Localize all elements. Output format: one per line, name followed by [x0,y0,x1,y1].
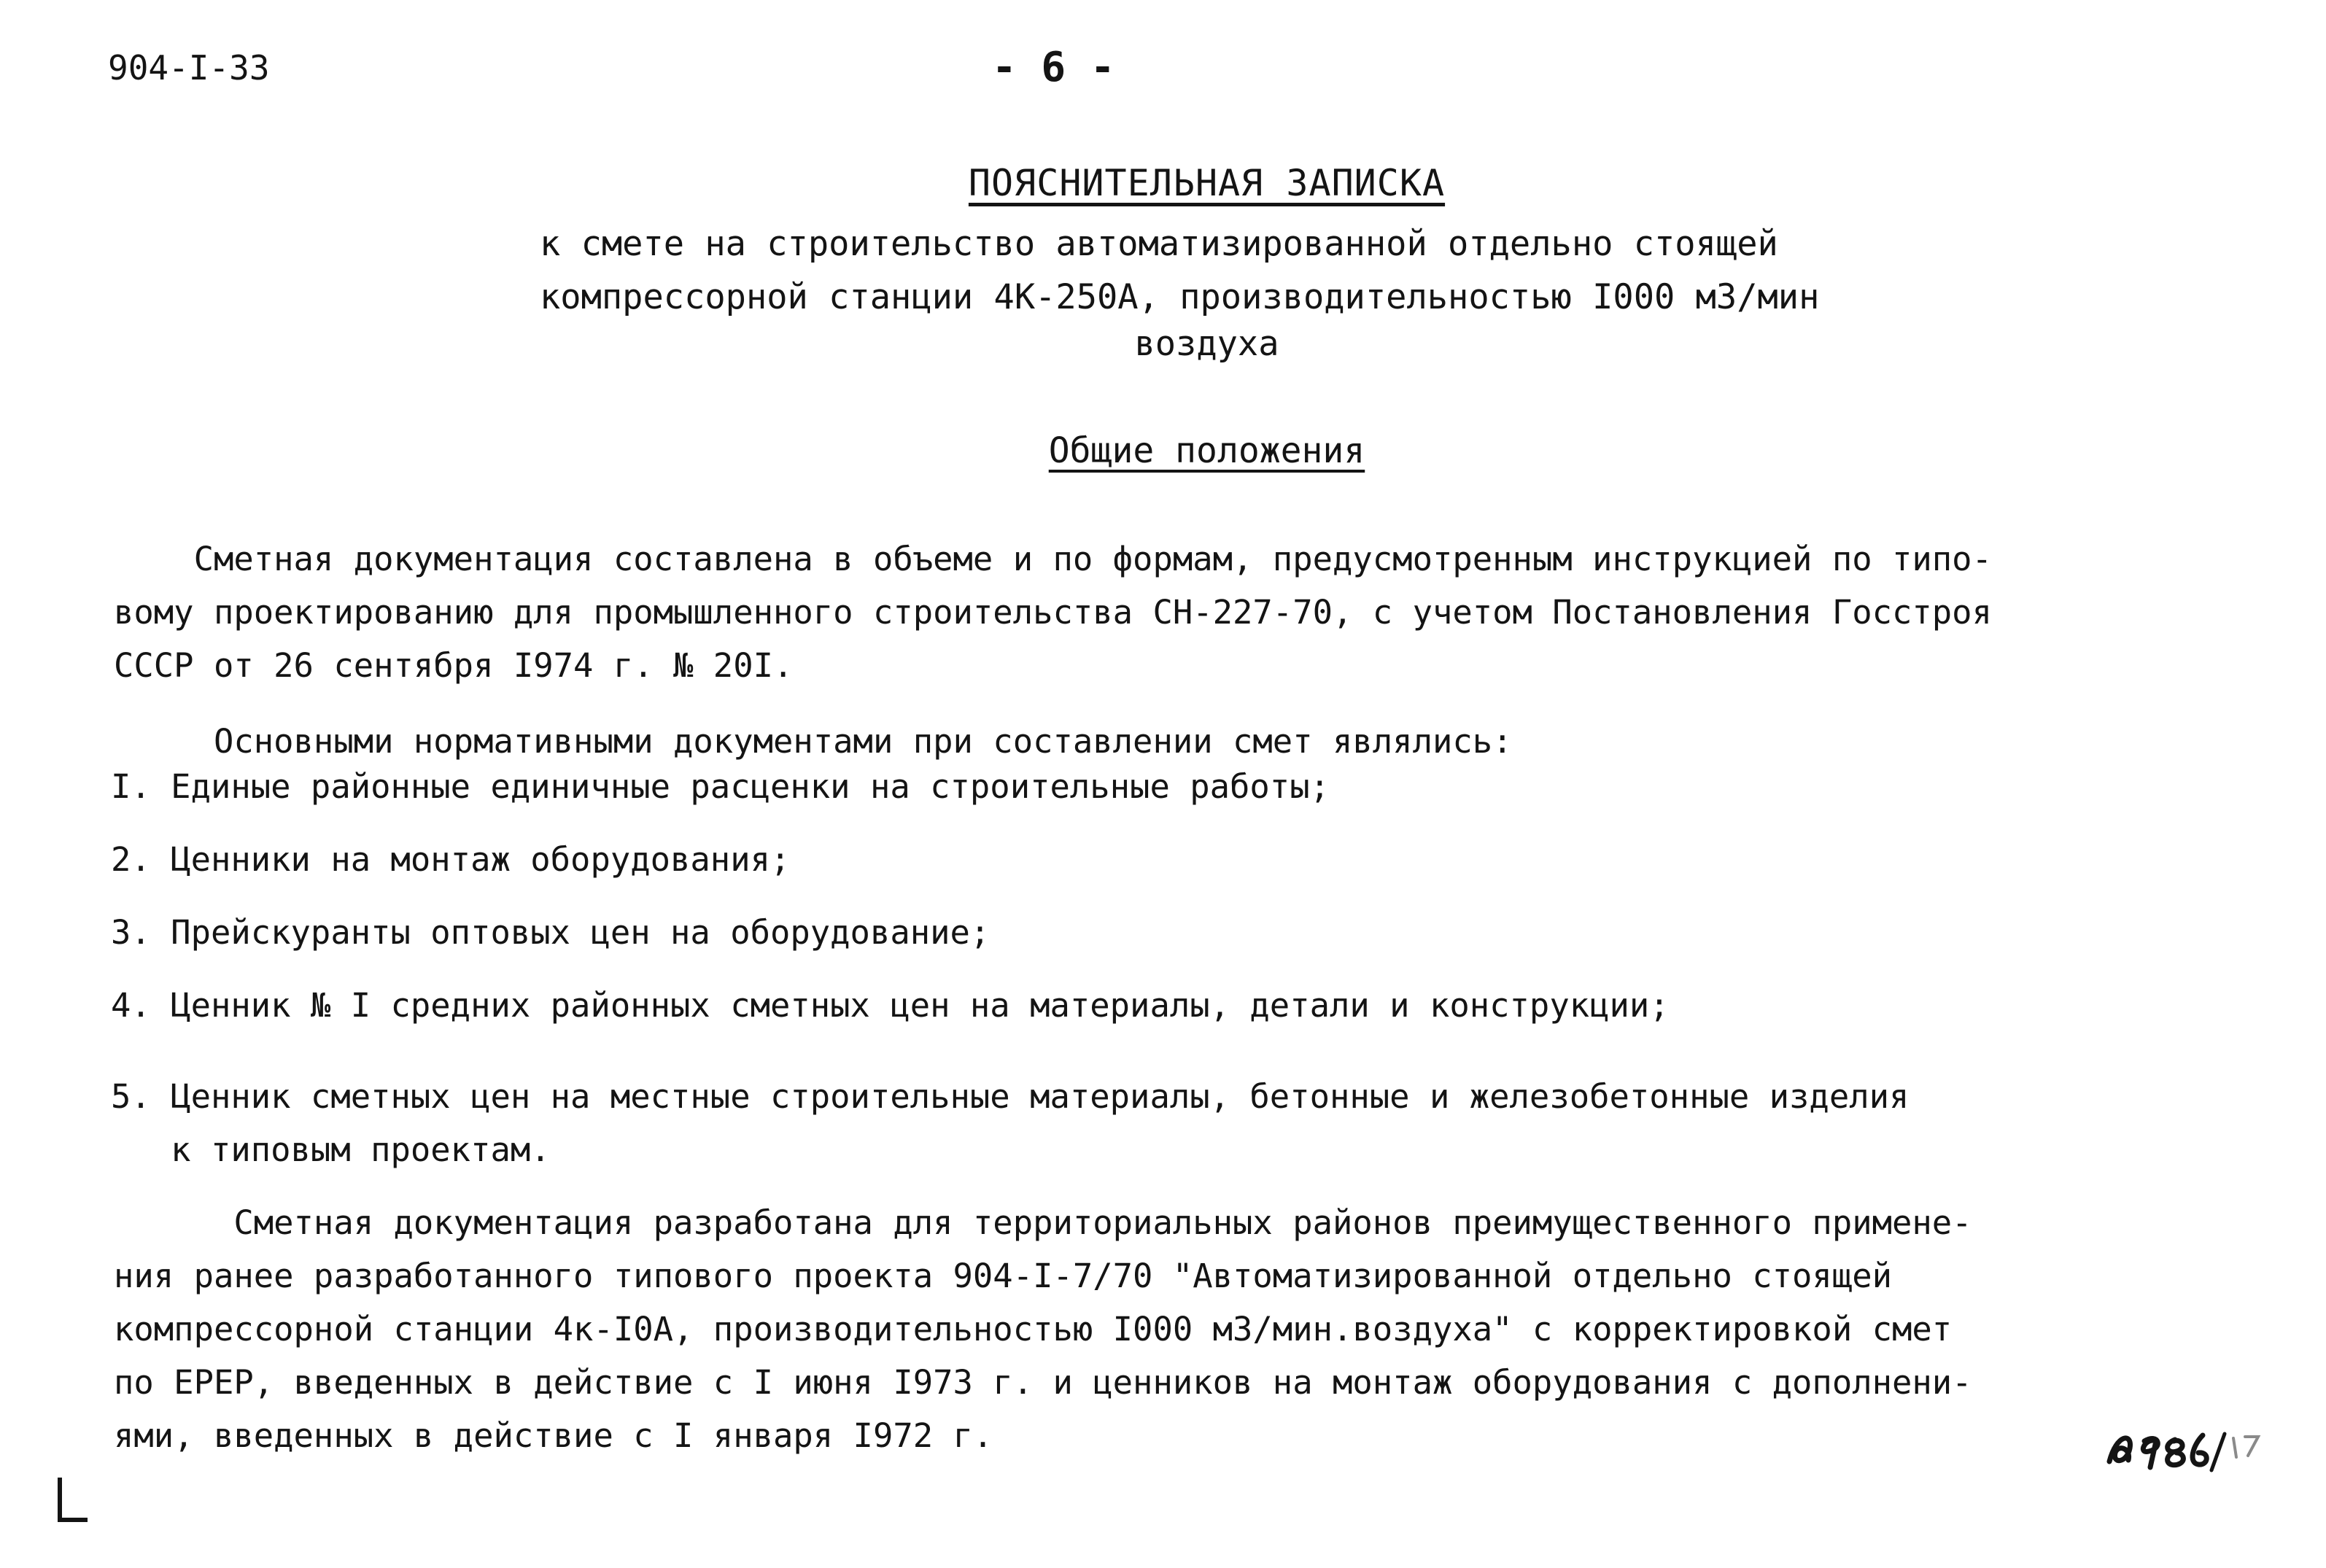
section-heading: Общие положения [1048,430,1365,471]
list-item: 2. Ценники на монтаж оборудования; [111,840,791,879]
subtitle-line-2: компрессорной станции 4К-250А, производительностью I000 м3/мин [540,277,1820,317]
subtitle-line-1: к смете на строительство автоматизированной отдельно стоящей [540,224,1778,264]
list-item: I. Единые районные единичные расценки на строительные работы; [111,767,1330,806]
document-title: ПОЯСНИТЕЛЬНАЯ ЗАПИСКА [968,162,1446,204]
paragraph-normative-intro: Основными нормативными документами при составлении смет являлись: [114,722,1513,761]
document-code: 904-I-33 [108,48,270,88]
list-item: 3. Прейскуранты оптовых цен на оборудование; [111,913,991,952]
corner-mark [55,1475,89,1526]
list-item: 4. Ценник № I средних районных сметных цен на материалы, детали и конструкции; [111,986,1670,1025]
subtitle-line-3: воздуха [1134,324,1279,364]
list-item: 5. Ценник сметных цен на местные строительные материалы, бетонные и железобетонные изделия к типовым проектам. [111,1077,1910,1169]
paragraph-development: Сметная документация разработана для территориальных районов преимущественного примене- ния ранее разработанного типового проекта 904-I-7/70 "Автоматизированной отдельно стоящей компрессорной станции 4к-I0А, производительностью I000 м3/мин.воздуха" с корректировкой смет по ЕРЕР, введенных в действие с I июня I973 г. и ценников на монтаж оборудования с дополнени- ями, введенных в действие с I января I972 г. [114,1203,1972,1455]
document-subtitle [540,217,1819,324]
handwritten-signature [2102,1419,2284,1478]
paragraph-general: Сметная документация составлена в объеме и по формам, предусмотренным инструкцией по типо- вому проектированию для промышленного строительства СН-227-70, с учетом Постановления Госстроя СССР от 26 сентября I974 г. № 20I. [114,540,1992,685]
page-number: - 6 - [992,44,1115,91]
